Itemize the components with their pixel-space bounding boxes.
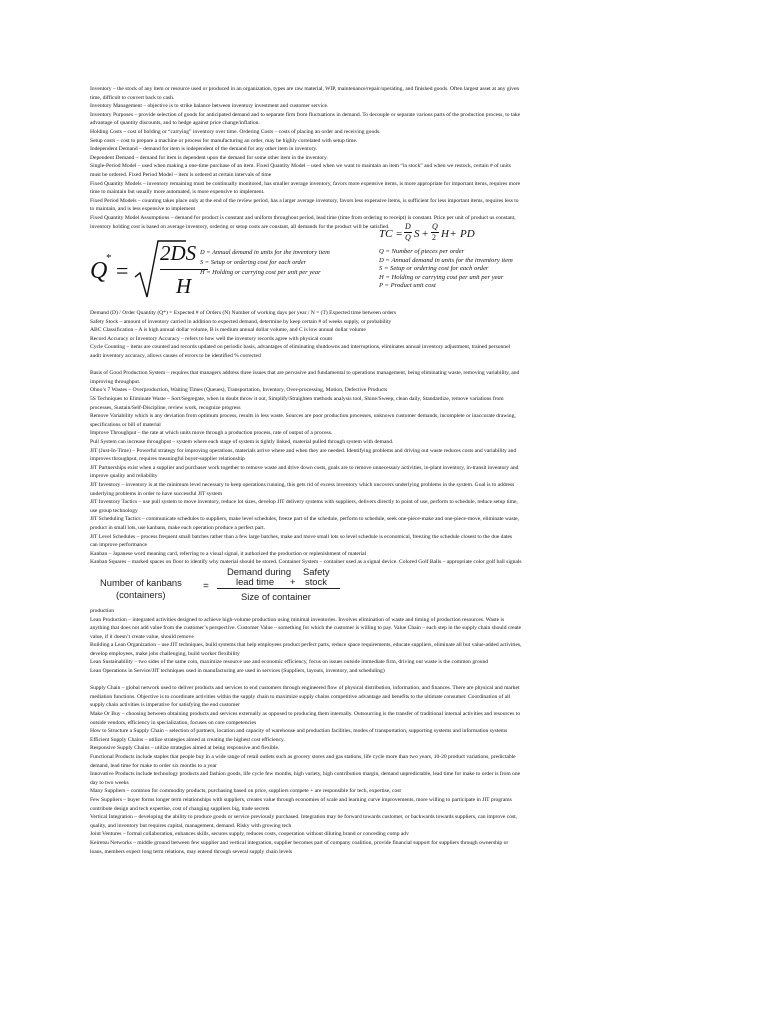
kanban-num-left-top: Demand during [227, 565, 292, 577]
tc-t2-tail: H [441, 228, 449, 241]
text-line: loans, members expect long term relations, may entend through several supply chain levels [90, 848, 293, 855]
kanban-denominator: Size of container [241, 590, 311, 602]
text-line: anything that does not add value from the customer’s perspective. Customer Value – something for which the customer is willing to pay. Value Chain – each step in the supply chain should create [90, 625, 522, 632]
tc-lhs: TC [379, 228, 393, 241]
text-line: Demand (D) / Order Quantity (Q*) = Expected # of Orders (N) Number of working days per year / N = (T) Expected time between orders [90, 310, 397, 317]
text-line: Fixed Quantity Models – inventory remaining must be continually monitored, has smaller average inventory, favors more expensive items, is more appropriate for important items, requires more [90, 180, 521, 187]
text-line: inventory holding cost is based on average inventory, ordering or setup costs are constant, all demands for the product will be satisfied. [90, 223, 390, 230]
text-line: improves throughput, requires meaningful buyer-supplier relationship [90, 456, 245, 463]
text-line: Functional Products include staples that people buy in a wide range of retail outlets such as grocery stores and gas stations, life cycle more than two years, 10-20 product variations, predictable [90, 754, 516, 760]
inventory-section-continued [90, 309, 677, 361]
tc-legend-d: D = Annual demand in units for the inventory item [379, 256, 513, 264]
text-line: improve quality and reliability [90, 473, 158, 480]
text-line: must be ordered. Fixed Period Model – item is ordered at certain intervals of time [90, 171, 272, 178]
text-line: JIT Inventory Tactics – use pull system to move inventory, reduce lot sizes, develop JIT delivery systems with suppliers, delivers directly to point of use, perform to schedule, reduce setup time, [90, 499, 518, 506]
text-line: Kanban – Japanese word meaning card, referring to a visual signal, it authorized the production or replenishment of material [90, 550, 367, 557]
tc-plus1: + [422, 228, 429, 241]
eoq-numerator: 2DS [160, 241, 197, 266]
tc-legend-s: S = Setup or ordering cost for each order [379, 265, 489, 273]
kanban-num-right-top: Safety [303, 565, 330, 577]
text-line: Basis of Good Production System – requires that managers address three issues that are pervasive and fundamental to operations management, being eliminating waste, removing variability, and [90, 370, 520, 377]
tc-t2-den: 2 [432, 233, 436, 243]
text-line: processes, Sustain/Self-Discipline, review work, recognize progress [90, 404, 241, 411]
eoq-legend-h: H = Holding or carrying cost per unit per year [200, 269, 321, 277]
kanban-plus: + [290, 575, 296, 587]
tc-formula [372, 224, 552, 306]
tc-legend-h: H = Holding or carrying cost per unit per year [379, 273, 504, 281]
text-line: advantage of quantity discounts, and to hedge against price change/inflation. [90, 120, 260, 127]
kanban-lhs-line2: (containers) [116, 588, 166, 600]
text-line: JIT Inventory – inventory is at the minimum level necessary to keep operations running, this gets rid of excess inventory which uncovers underlying problems in the system. Goal is to address [90, 481, 515, 488]
text-line: Inventory Management – objective is to strike balance between inventory investment and customer service. [90, 103, 329, 110]
eoq-formula [90, 234, 390, 306]
eoq-equals: = [116, 258, 129, 284]
text-line: outside vendors, efficiency in specialization, focuses on core competencies [90, 719, 257, 726]
eoq-legend-d: D = Annual demand in units for the inventory item [200, 249, 330, 257]
tc-legend-q: Q = Number of pieces per order [379, 248, 465, 256]
production-section [90, 369, 677, 567]
text-line: Joint Ventures – formal collaboration, enhances skills, secures supply, reduces costs, cooperation without diluting brand or conceding comp adv [90, 831, 409, 838]
text-line: Independent Demand – demand for item is independent of the demand for any other item in inventory. [90, 146, 318, 153]
text-line: audit inventory accuracy, allows causes of errors to be identified % corrected [90, 353, 261, 360]
text-line: production [90, 607, 115, 614]
eoq-legend [200, 248, 330, 278]
text-line: Inventory Purposes – provide selection of goods for anticipated demand and to separate firm from fluctuations in demand. To decouple or separate various parts of the production process, to take [90, 111, 521, 118]
text-line: Building a Lean Organization – use JIT techniques, build systems that help employees product perfect parts, reduce space requirements, educate suppliers, eliminate all but value-added activities, [90, 642, 522, 649]
text-line: Kanban Squares – marked spaces on floor to identify why material should be stored. Container System – container used as a signal device. Colored Golf Balls – appropriate color golf ball signals [90, 559, 522, 566]
tc-plus2: + [450, 228, 457, 241]
text-line: Few Suppliers – buyer forms longer term relationships with suppliers, creates value through economies of scale and learning curve improvements, more willing to participate in JIT programs [90, 796, 512, 803]
text-line: Single-Period Model – used when making a one-time purchase of an item. Fixed Quantity Model – used when we want to maintain an item “in stock” and when we restock, certain # of units [90, 163, 511, 170]
text-line: Innovative Products include technology products and fashion goods, life cycle few months, high variety, high contribution margin, demand unpredictable, lead time for make to order is from one [90, 771, 521, 778]
text-line: Fixed Quantity Model Assumptions – demand for product is constant and uniform throughout period, lead time (time from ordering to receipt) is constant. Price per unit of product us constant, [90, 214, 516, 221]
kanban-num-left-bottom: lead time [236, 575, 275, 587]
text-line: Inventory – the stock of any item or resource used or produced in an organization, types are raw material, WIP, maintenance/repair/operating, and finished goods. Often largest asset at any given [90, 86, 520, 92]
text-line: Many Suppliers – common for commodity products, purchasing based on price, suppliers compete + are responsible for tech, expertise, cost [90, 788, 401, 795]
text-line: Record Accuracy or Inventory Accuracy – refers to how well the inventory records agree with physical count [90, 335, 333, 342]
text-line: Cycle Counting – items are counted and records updated on periodic basis, advantages of eliminating shutdowns and interruptions, eliminates annual inventory adjustment, trained personnel [90, 344, 511, 351]
eoq-lhs: Q [90, 258, 108, 285]
document-page [90, 85, 677, 856]
text-line: Dependent Demand – demand for item is dependent upon the demand for some other item in the inventory. [90, 154, 328, 161]
text-line: underlying problems in order to have successful JIT system [90, 490, 223, 497]
kanban-formula [90, 567, 677, 607]
text-line: Lean Sustainability – two sides of the same coin, maximize resource use and economic efficiency, focus on issues outside immediate firm, driving out waste is the common ground [90, 659, 489, 666]
kanban-num-right-bottom: stock [305, 575, 327, 587]
text-line: JIT Partnerships exist when a supplier and purchaser work together to remove waste and drive down costs, goals are to remove unnecessary activities, in-plant inventory, in-transit inventory and [90, 464, 519, 471]
tc-t1-num: D [405, 222, 411, 232]
text-line: quality, and inventory but requires capital, management, demand. Risky with growing tech [90, 822, 292, 829]
tc-t1-den: Q [405, 233, 411, 243]
kanban-lhs-line1: Number of kanbans [100, 576, 182, 588]
text-line: day to two weeks [90, 779, 129, 786]
tc-eq: = [396, 228, 403, 241]
text-line: use group technology [90, 507, 138, 514]
tc-t3: PD [460, 228, 475, 241]
text-line: Efficient Supply Chains – utilize strategies aimed at creating the highest cost efficiency. [90, 736, 285, 743]
text-line: JIT Level Schedules – process frequent small batches rather than a few large batches, make and move small lots so level schedule is economical, freezing the schedule closest to the due dates [90, 533, 513, 540]
text-line: improving throughput. [90, 378, 141, 385]
text-line: Lean Production – integrated activities designed to achieve high-volume production using minimal inventories. Involves elimination of waste and timing of production resources. Waste is [90, 616, 505, 623]
production-section-continued [90, 607, 677, 676]
text-line: JIT (Just-In-Time) – Powerful strategy for improving operations, materials arrive where and when they are needed. Identifying problems and driving out waste reduces costs and variability and [90, 447, 517, 454]
tc-t1-tail: S [414, 228, 420, 241]
text-line: 5S Techniques to Eliminate Waste – Sort/Segregate, when in doubt throw it out, Simplify/Straighten methods analysis tool, Shine/Sweep, clean daily, Standardize, remove variations from [90, 396, 504, 403]
eoq-legend-s: S = Setup or ordering cost for each order [200, 259, 307, 267]
text-line: ABC Classification – A is high annual dollar volume, B is medium annual dollar volume, and C is low annual dollar volume [90, 327, 366, 334]
text-line: develop employees, make jobs challenging, build worker flexibility [90, 650, 240, 657]
text-line: Setup costs – cost to prepare a machine or process for manufacturing an order, may be highly correlated with setup time. [90, 137, 358, 144]
text-line: demand, lead time for make to order six months to a year [90, 762, 217, 769]
kanban-fraction-bar [217, 588, 340, 589]
text-line: Holding Costs – cost of holding or “carrying” inventory over time. Ordering Costs – costs of placing an order and receiving goods. [90, 128, 381, 135]
text-line: to maintain, and is less expensive to implement [90, 206, 196, 213]
text-line: time to maintain but usually more automated, is more expensive to implement. [90, 189, 265, 196]
text-line: Pull System can increase throughput – system where each stage of system is tightly linked, material pulled through system with demand. [90, 439, 394, 445]
text-line: time, difficult to convert back to cash. [90, 94, 175, 101]
text-line: Responsive Supply Chains – utilize strategies aimed at being responsive and flexible. [90, 745, 280, 752]
text-line: How to Structure a Supply Chain – selection of partners, location and capacity of warehouse and production facilities, modes of transportation, supporting systems and information systems [90, 728, 508, 735]
text-line: Vertical Integration – developing the ability to produce goods or service previously purchased. Integration may be forward towards customer, or backwards towards suppliers, can improve cost, [90, 814, 518, 821]
supply-chain-section [90, 684, 677, 856]
text-line: Supply Chain – global network used to deliver products and services to end customers through engineered flow of physical distribution, information, and finances. There are physical and market [90, 685, 520, 692]
text-line: product in small lots, use kanbans, make each operation produce a perfect part. [90, 524, 266, 531]
text-line: Ohno’s 7 Wastes – Overproduction, Waiting Times (Queues), Transportation, Inventory, Over-processing, Motion, Defective Products [90, 387, 388, 394]
kanban-equals: = [203, 580, 209, 592]
text-line: can improve performance [90, 542, 148, 549]
eoq-denominator: H [176, 274, 192, 299]
tc-legend-p: P = Product unit cost [379, 282, 436, 290]
eoq-star: * [106, 252, 112, 265]
text-line: supply chain activities is imperative for satisfying the end customer [90, 702, 240, 709]
text-line: Lean Operations in Service/JIT techniques used in manufacturing are used in services (Suppliers, layouts, inventory, and scheduling) [90, 668, 385, 675]
text-line: Keiretsu Networks – middle ground between few supplier and vertical integration, supplier becomes part of company coalition, provide financial support for suppliers through ownership or [90, 839, 509, 846]
text-line: contribute design and tech expertise, cost of changing suppliers big, trade secrets [90, 805, 270, 812]
text-line: Fixed Period Models – counting takes place only at the end of the review period, has a larger average inventory, favors less expensive items, is sufficient for less important items, requires less to [90, 197, 519, 204]
section-gap [90, 676, 677, 685]
text-line: mediation functions. Objective is to coordinate activities within the supply chain to maximize supply chains competitive advantage and benefits to the ultimate consumer. Coordination of all [90, 693, 511, 700]
text-line: JIT Scheduling Tactics – communicate schedules to suppliers, make level schedules, freeze part of the schedule, perform to schedule, seek one-piece-make and one-piece-move, eliminate waste, [90, 516, 519, 523]
text-line: Remove Variability which is any deviation from optimum process, results in less waste. Sources are poor production processes, unknown customer demands, incomplete or inaccurate drawing, [90, 413, 516, 420]
section-gap [90, 361, 677, 370]
text-line: value, if it doesn’t create value, should remove [90, 633, 194, 640]
text-line: specifications or bill of material [90, 421, 161, 428]
tc-legend [379, 248, 513, 291]
text-line: Make Or Buy – choosing between obtaining products and services externally as opposed to producing them internally. Outsourcing is the transfer of traditional internal activities and resources to [90, 711, 521, 718]
text-line: Improve Throughput – the rate at which units move through a production process, rate of output of a process. [90, 430, 333, 437]
inventory-section [90, 85, 677, 231]
tc-t2-num: Q [432, 222, 438, 232]
text-line: Safety Stock – amount of inventory carried in addition to expected demand, determine by keep certain # of weeks supply, or probability [90, 318, 392, 325]
